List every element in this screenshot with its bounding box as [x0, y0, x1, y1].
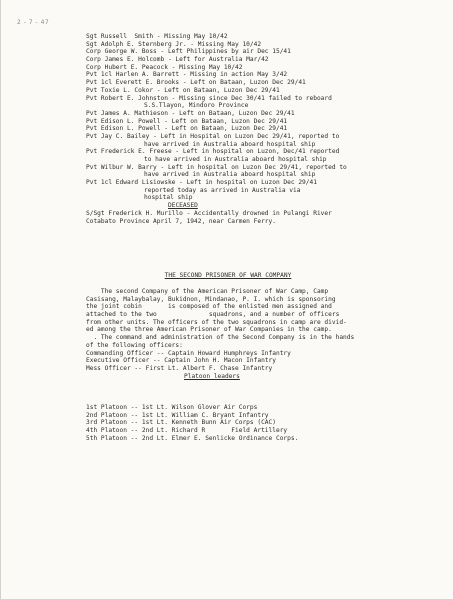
- roster-list: [86, 33, 446, 225]
- pencil-annotation: 2 - 7 - 47: [17, 19, 50, 26]
- platoon-line: 1st Platoon -- 1st Lt. Wilson Glover Air Corps: [86, 404, 258, 411]
- company-paragraph: [86, 288, 446, 380]
- roster-line: Pvt Edison L. Powell - Left on Bataan, Luzon Dec 29/41: [86, 117, 288, 125]
- officer-line: Mess Officer -- First Lt. Albert F. Chase Infantry: [86, 364, 273, 372]
- roster-line-continuation: S.S.Tlayon, Mindoro Province: [144, 102, 249, 110]
- platoon-line: 5th Platoon -- 2nd Lt. Elmer E. Senlicke Ordinance Corps.: [86, 434, 299, 442]
- roster-line: Pvt James A. Mathieson - Left on Bataan, Luzon Dec 29/41: [86, 109, 295, 117]
- roster-line-continuation: have arrived in Australia aboard hospital ship: [144, 140, 316, 148]
- platoon-leaders-heading: Platoon leaders: [184, 372, 240, 380]
- roster-line: Pvt Edison L. Powell - Left on Bataan, Luzon Dec 29/41: [86, 125, 288, 133]
- roster-line: Pvt 1cl Edward Lisiowske - Left in hospital on Luzon Dec 29/41: [86, 179, 317, 187]
- roster-line: Pvt Jay C. Bailey - Left in Hospital on Luzon Dec 29/41, reported to: [86, 132, 340, 140]
- platoon-list: [86, 404, 446, 442]
- roster-line: Pvt Frederick E. Freese - Left in hospital on Luzon, Dec/41 reported: [86, 148, 340, 156]
- roster-line: Corp Hubert E. Peacock - Missing May 10/42: [86, 63, 243, 71]
- platoon-line: 3rd Platoon -- 1st Lt. Kenneth Bunn Air Corps (CAC): [86, 419, 276, 427]
- roster-line: Pvt 1cl Everett E. Brooks - Left on Bataan, Luzon Dec 29/41: [86, 79, 306, 87]
- roster-line-continuation: have arrived in Australia aboard hospital ship: [144, 171, 316, 179]
- officer-line: Executive Officer -- Captain John H. Macon Infantry: [86, 357, 276, 365]
- roster-line: Pvt Robert E. Johnston - Missing since Dec 30/41 failed to reboard: [86, 94, 332, 102]
- roster-line: Pvt Toxie L. Cokor - Left on Bataan, Luzon Dec 29/41: [86, 86, 280, 94]
- deceased-line: S/Sgt Frederick H. Murillo - Accidentally drowned in Pulangi River: [86, 209, 332, 217]
- roster-line: Sgt Russell Smith - Missing May 10/42: [86, 33, 228, 40]
- roster-line: Pvt 1cl Harlen A. Barrett - Missing in action May 3/42: [86, 71, 288, 79]
- officer-line: Commanding Officer -- Captain Howard Humphreys Infantry: [86, 349, 291, 357]
- paragraph-line: ed among the three American Prisoner of War Companies in the camp.: [86, 326, 332, 334]
- section-heading: [1, 272, 454, 280]
- paragraph-line: The second Company of the American Prisoner of War Camp, Camp: [86, 288, 329, 295]
- roster-line: Pvt Wilbur W. Barry - Left in hospital on Luzon Dec 29/41, reported to: [86, 163, 347, 171]
- deceased-heading: DECEASED: [168, 202, 198, 210]
- paragraph-line: . The command and administration of the Second Company is in the hands: [86, 334, 355, 342]
- section-title: THE SECOND PRISONER OF WAR COMPANY: [164, 272, 292, 279]
- roster-line-continuation: to have arrived in Australia aboard hospital ship: [144, 156, 327, 163]
- paragraph-line: the joint cobin is composed of the enlisted men assigned and: [86, 303, 332, 311]
- paragraph-line: from other units. The officers of the two squadrons in camp are divid-: [86, 318, 347, 326]
- platoon-line: 4th Platoon -- 2nd Lt. Richard R Field Artillery: [86, 427, 288, 435]
- paragraph-line: Casisang, Malaybalay, Bukidnon, Mindanao, P. I. which is sponsoring: [86, 295, 336, 303]
- paragraph-line: attached to the two squadrons, and a number of officers: [86, 311, 340, 319]
- platoon-line: 2nd Platoon -- 1st Lt. William C. Bryant Infantry: [86, 411, 269, 419]
- roster-line-continuation: reported today as arrived in Australia via: [144, 186, 301, 194]
- paragraph-line: of the following officers:: [86, 341, 183, 349]
- roster-line: Corp George W. Boss - Left Philippines by air Dec 15/41: [86, 48, 291, 56]
- roster-line: Corp James E. Holcomb - Left for Australia Mar/42: [86, 56, 269, 64]
- roster-line-continuation: hospital ship: [144, 194, 193, 202]
- roster-line: Sgt Adolph E. Sternberg Jr. - Missing May 10/42: [86, 40, 262, 48]
- deceased-line: Cotabato Province April 7, 1942, near Carmen Ferry.: [86, 217, 276, 225]
